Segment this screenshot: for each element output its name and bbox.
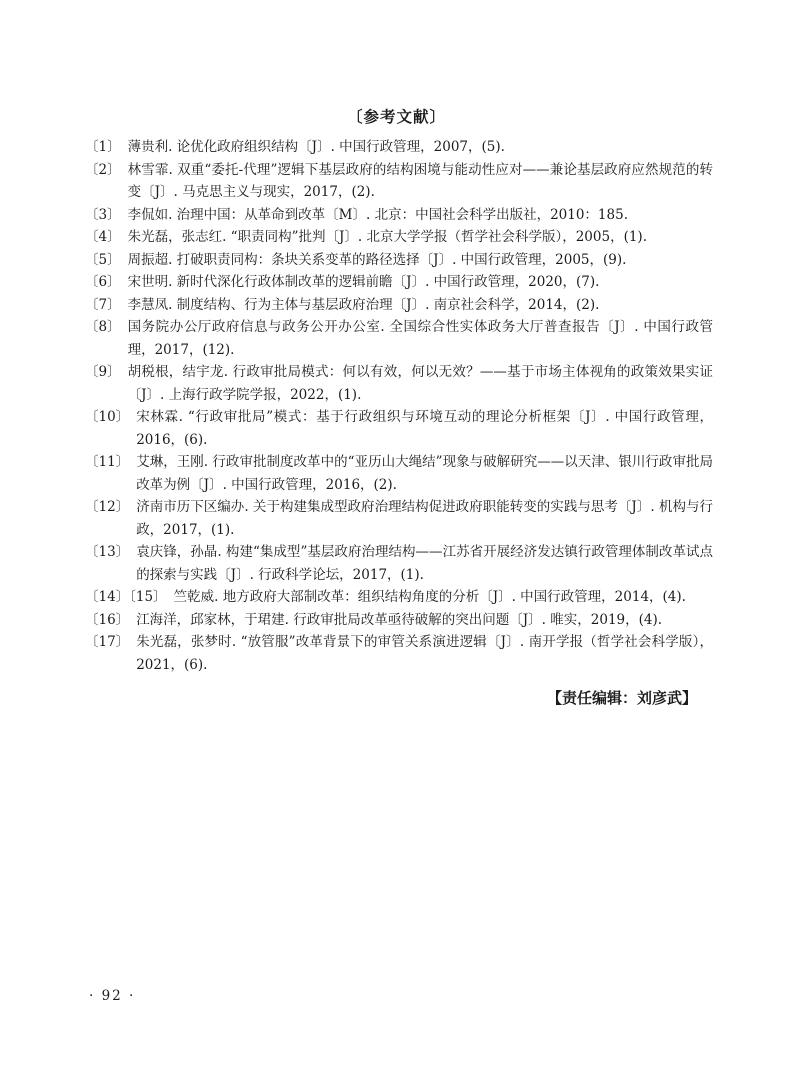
reference-number: 〔3〕 [85,206,121,223]
reference-number: 〔10〕 [85,409,130,425]
editor-note: 【责任编辑：刘彦武】 [546,689,697,707]
reference-item [85,451,713,496]
reference-item [85,496,713,541]
reference-item [85,136,713,159]
reference-number: 〔1〕 [85,139,121,155]
reference-item [85,609,713,632]
reference-number: 〔9〕 [85,364,121,380]
reference-text: 李侃如. 治理中国：从革命到改革〔M〕. 北京：中国社会科学出版社，2010：185. [127,206,628,223]
reference-number: 〔11〕 [85,454,130,470]
reference-text: 袁庆锋，孙晶. 构建“集成型”基层政府治理结构——江苏省开展经济发达镇行政管理体制改革试点的探索与实践〔J〕. 行政科学论坛，2017，(1). [136,544,713,583]
reference-item [85,586,713,609]
reference-text: 国务院办公厅政府信息与政务公开办公室. 全国综合性实体政务大厅普查报告〔J〕. 中国行政管理，2017，(12). [127,319,713,358]
references-section-title: 〔参考文献〕 [346,108,446,126]
reference-text: 宋林霖. “行政审批局”模式：基于行政组织与环境互动的理论分析框架〔J〕. 中国行政管理，2016，(6). [136,409,713,448]
reference-item [85,361,713,406]
reference-number: 〔5〕 [85,251,121,268]
reference-number: 〔4〕 [85,229,121,245]
reference-text: 胡税根，结宇龙. 行政审批局模式：何以有效，何以无效？——基于市场主体视角的政策效果实证〔J〕. 上海行政学院学报，2022，(1). [127,364,713,403]
reference-item [85,204,713,227]
reference-text: 竺乾威. 地方政府大部制改革：组织结构角度的分析〔J〕. 中国行政管理，2014，(4). [173,589,686,605]
reference-item [85,159,713,204]
reference-item [85,271,713,294]
reference-number: 〔17〕 [85,634,130,650]
reference-item [85,249,713,272]
reference-item [85,541,713,586]
reference-number: 〔6〕 [85,274,121,290]
reference-text: 林雪霏. 双重“委托-代理”逻辑下基层政府的结构困境与能动性应对——兼论基层政府应然规范的转变〔J〕. 马克思主义与现实，2017，(2). [127,161,713,200]
reference-item [85,226,713,249]
reference-number: 〔16〕 [85,611,130,628]
reference-text: 朱光磊，张志红. “职责同构”批判〔J〕. 北京大学学报（哲学社会科学版），2005，(1). [127,229,647,245]
reference-text: 薄贵利. 论优化政府组织结构〔J〕. 中国行政管理，2007，(5). [127,139,505,155]
page-number: · 92 · [89,988,136,1004]
reference-text: 李慧凤. 制度结构、行为主体与基层政府治理〔J〕. 南京社会科学，2014，(2). [127,296,600,313]
reference-number: 〔13〕 [85,544,130,560]
reference-item [85,316,713,361]
reference-text: 朱光磊，张梦时. “放管服”改革背景下的审管关系演进逻辑〔J〕. 南开学报（哲学社会科学版），2021，(6). [136,634,713,673]
reference-number: 〔8〕 [85,319,121,335]
reference-number: 〔7〕 [85,296,121,313]
reference-item [85,406,713,451]
reference-text: 艾琳，王刚. 行政审批制度改革中的“亚历山大绳结”现象与破解研究——以天津、银川行政审批局改革为例〔J〕. 中国行政管理，2016，(2). [136,454,713,493]
reference-number: 〔2〕 [85,161,121,178]
reference-text: 江海洋，邱家林，于珺建. 行政审批局改革亟待破解的突出问题〔J〕. 唯实，2019，(4). [136,611,663,628]
reference-text: 周振超. 打破职责同构：条块关系变革的路径选择〔J〕. 中国行政管理，2005，(9). [127,251,627,268]
reference-number: 〔12〕 [85,499,130,515]
reference-item [85,294,713,317]
reference-number: 〔14〕〔15〕 [85,589,167,605]
reference-list [85,136,713,676]
reference-item [85,631,713,676]
reference-text: 济南市历下区编办. 关于构建集成型政府治理结构促进政府职能转变的实践与思考〔J〕. 机构与行政，2017，(1). [136,499,713,538]
reference-text: 宋世明. 新时代深化行政体制改革的逻辑前瞻〔J〕. 中国行政管理，2020，(7). [127,274,600,290]
